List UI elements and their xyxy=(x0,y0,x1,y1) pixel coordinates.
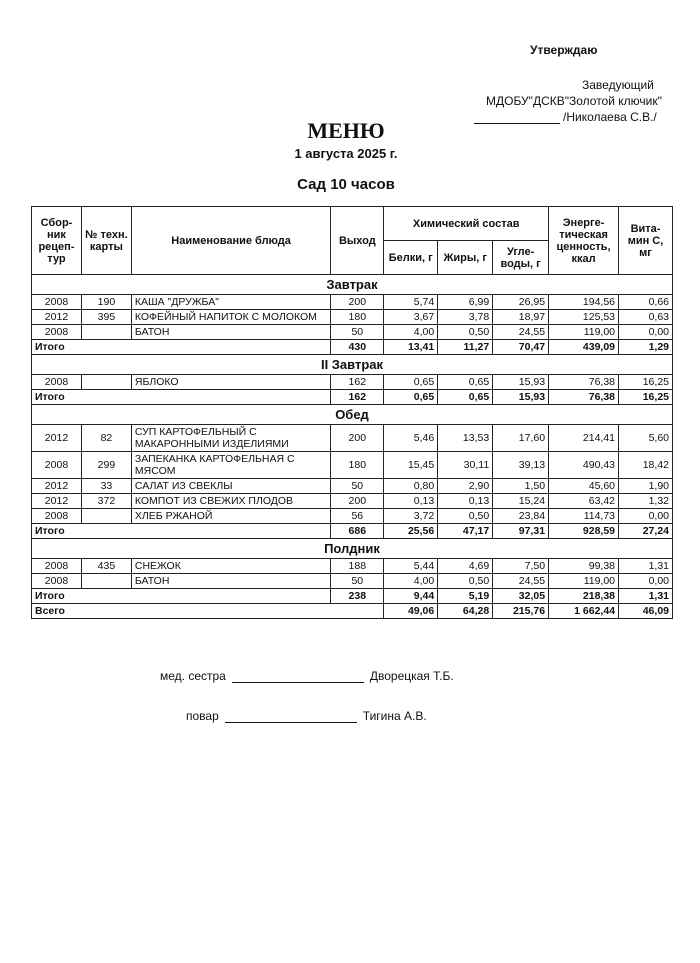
total-energy: 439,09 xyxy=(549,340,619,355)
cook-name: Тигина А.В. xyxy=(362,709,427,723)
section-title: Обед xyxy=(32,405,673,425)
total-output: 238 xyxy=(331,589,384,604)
cell-fats: 0,13 xyxy=(438,494,493,509)
total-fats: 11,27 xyxy=(438,340,493,355)
cell-proteins: 4,00 xyxy=(384,574,438,589)
cell-tech-card: 299 xyxy=(81,452,131,479)
total-label: Итого xyxy=(32,390,331,405)
cell-vitamin: 0,00 xyxy=(619,574,673,589)
col-collection: Сбор-ник рецеп-тур xyxy=(32,207,82,275)
cell-carbs: 23,84 xyxy=(493,509,549,524)
section-header-row xyxy=(32,405,673,425)
cell-collection: 2012 xyxy=(32,425,82,452)
cell-energy: 194,56 xyxy=(549,295,619,310)
cell-dish: ЗАПЕКАНКА КАРТОФЕЛЬНАЯ С МЯСОМ xyxy=(131,452,330,479)
total-vitamin: 27,24 xyxy=(619,524,673,539)
col-tech-card: № техн. карты xyxy=(81,207,131,275)
cell-fats: 3,78 xyxy=(438,310,493,325)
cell-energy: 490,43 xyxy=(549,452,619,479)
cell-collection: 2008 xyxy=(32,375,82,390)
cell-tech-card xyxy=(81,375,131,390)
total-proteins: 9,44 xyxy=(384,589,438,604)
cell-collection: 2008 xyxy=(32,509,82,524)
table-row xyxy=(32,295,673,310)
grand-total-carbs: 215,76 xyxy=(493,604,549,619)
cell-carbs: 24,55 xyxy=(493,325,549,340)
cell-tech-card: 435 xyxy=(81,559,131,574)
cell-dish: САЛАТ ИЗ СВЕКЛЫ xyxy=(131,479,330,494)
page-title: МЕНЮ xyxy=(307,118,385,143)
approve-label: Утверждаю xyxy=(530,43,598,57)
cell-output: 50 xyxy=(331,574,384,589)
menu-table xyxy=(31,206,673,619)
cell-proteins: 4,00 xyxy=(384,325,438,340)
col-vitamin: Вита-мин С, мг xyxy=(619,207,673,275)
cell-output: 200 xyxy=(331,494,384,509)
total-label: Итого xyxy=(32,524,331,539)
nurse-signature xyxy=(160,669,454,683)
table-row xyxy=(32,509,673,524)
total-energy: 76,38 xyxy=(549,390,619,405)
cell-dish: КАША "ДРУЖБА" xyxy=(131,295,330,310)
total-label: Итого xyxy=(32,340,331,355)
section-title: Завтрак xyxy=(32,275,673,295)
cell-collection: 2012 xyxy=(32,310,82,325)
cell-proteins: 5,74 xyxy=(384,295,438,310)
director-name: /Николаева С.В./ xyxy=(563,110,657,124)
cell-carbs: 26,95 xyxy=(493,295,549,310)
cell-carbs: 18,97 xyxy=(493,310,549,325)
grand-total-row xyxy=(32,604,673,619)
cell-carbs: 7,50 xyxy=(493,559,549,574)
cell-tech-card xyxy=(81,574,131,589)
total-row xyxy=(32,524,673,539)
cell-fats: 30,11 xyxy=(438,452,493,479)
cell-collection: 2012 xyxy=(32,479,82,494)
total-proteins: 13,41 xyxy=(384,340,438,355)
total-carbs: 97,31 xyxy=(493,524,549,539)
total-proteins: 0,65 xyxy=(384,390,438,405)
cell-dish: ЯБЛОКО xyxy=(131,375,330,390)
cell-energy: 214,41 xyxy=(549,425,619,452)
cell-vitamin: 1,31 xyxy=(619,559,673,574)
total-energy: 218,38 xyxy=(549,589,619,604)
cell-carbs: 39,13 xyxy=(493,452,549,479)
total-carbs: 70,47 xyxy=(493,340,549,355)
total-fats: 47,17 xyxy=(438,524,493,539)
cell-output: 50 xyxy=(331,479,384,494)
table-row xyxy=(32,574,673,589)
section-header-row xyxy=(32,275,673,295)
total-proteins: 25,56 xyxy=(384,524,438,539)
cell-proteins: 0,65 xyxy=(384,375,438,390)
col-proteins: Белки, г xyxy=(384,241,438,275)
cell-carbs: 17,60 xyxy=(493,425,549,452)
total-vitamin: 16,25 xyxy=(619,390,673,405)
cell-output: 50 xyxy=(331,325,384,340)
cell-fats: 6,99 xyxy=(438,295,493,310)
cell-fats: 13,53 xyxy=(438,425,493,452)
total-vitamin: 1,31 xyxy=(619,589,673,604)
cell-collection: 2008 xyxy=(32,559,82,574)
cell-energy: 119,00 xyxy=(549,325,619,340)
total-row xyxy=(32,390,673,405)
cell-vitamin: 16,25 xyxy=(619,375,673,390)
cell-output: 180 xyxy=(331,452,384,479)
cell-dish: БАТОН xyxy=(131,325,330,340)
cell-collection: 2008 xyxy=(32,295,82,310)
cell-dish: КОФЕЙНЫЙ НАПИТОК С МОЛОКОМ xyxy=(131,310,330,325)
col-dish-name: Наименование блюда xyxy=(131,207,330,275)
cell-carbs: 1,50 xyxy=(493,479,549,494)
total-row xyxy=(32,589,673,604)
cell-energy: 99,38 xyxy=(549,559,619,574)
cell-tech-card xyxy=(81,509,131,524)
cell-dish: КОМПОТ ИЗ СВЕЖИХ ПЛОДОВ xyxy=(131,494,330,509)
cell-vitamin: 0,00 xyxy=(619,509,673,524)
cell-vitamin: 1,90 xyxy=(619,479,673,494)
cook-signature xyxy=(186,709,427,723)
cell-proteins: 15,45 xyxy=(384,452,438,479)
total-label: Итого xyxy=(32,589,331,604)
table-row xyxy=(32,425,673,452)
cell-collection: 2012 xyxy=(32,494,82,509)
table-row xyxy=(32,559,673,574)
total-fats: 5,19 xyxy=(438,589,493,604)
cell-output: 56 xyxy=(331,509,384,524)
cell-collection: 2008 xyxy=(32,325,82,340)
table-row xyxy=(32,310,673,325)
menu-date: 1 августа 2025 г. xyxy=(294,146,398,161)
cell-energy: 119,00 xyxy=(549,574,619,589)
cell-fats: 4,69 xyxy=(438,559,493,574)
cell-proteins: 5,46 xyxy=(384,425,438,452)
cell-vitamin: 0,66 xyxy=(619,295,673,310)
grand-total-proteins: 49,06 xyxy=(384,604,438,619)
total-output: 686 xyxy=(331,524,384,539)
cell-dish: СНЕЖОК xyxy=(131,559,330,574)
total-output: 162 xyxy=(331,390,384,405)
total-energy: 928,59 xyxy=(549,524,619,539)
group-label: Сад 10 часов xyxy=(297,176,395,193)
col-output: Выход xyxy=(331,207,384,275)
cell-energy: 114,73 xyxy=(549,509,619,524)
cell-carbs: 15,24 xyxy=(493,494,549,509)
section-header-row xyxy=(32,539,673,559)
total-carbs: 15,93 xyxy=(493,390,549,405)
organization-name: МДОБУ"ДСКВ"Золотой ключик" xyxy=(486,94,662,108)
cell-proteins: 3,67 xyxy=(384,310,438,325)
total-carbs: 32,05 xyxy=(493,589,549,604)
grand-total-fats: 64,28 xyxy=(438,604,493,619)
col-chem: Химический состав xyxy=(384,207,549,241)
cell-vitamin: 1,32 xyxy=(619,494,673,509)
cell-fats: 0,50 xyxy=(438,574,493,589)
cell-fats: 0,50 xyxy=(438,509,493,524)
cell-dish: СУП КАРТОФЕЛЬНЫЙ С МАКАРОННЫМИ ИЗДЕЛИЯМИ xyxy=(131,425,330,452)
cell-fats: 0,65 xyxy=(438,375,493,390)
cell-proteins: 0,13 xyxy=(384,494,438,509)
table-row xyxy=(32,375,673,390)
cell-output: 200 xyxy=(331,425,384,452)
cook-label: повар xyxy=(186,709,219,723)
cell-energy: 125,53 xyxy=(549,310,619,325)
total-vitamin: 1,29 xyxy=(619,340,673,355)
grand-total-vitamin: 46,09 xyxy=(619,604,673,619)
table-row xyxy=(32,452,673,479)
section-title: Полдник xyxy=(32,539,673,559)
total-fats: 0,65 xyxy=(438,390,493,405)
section-header-row xyxy=(32,355,673,375)
cell-vitamin: 0,63 xyxy=(619,310,673,325)
cell-output: 162 xyxy=(331,375,384,390)
cell-tech-card: 82 xyxy=(81,425,131,452)
cell-proteins: 3,72 xyxy=(384,509,438,524)
cell-output: 188 xyxy=(331,559,384,574)
cell-carbs: 15,93 xyxy=(493,375,549,390)
total-output: 430 xyxy=(331,340,384,355)
cell-vitamin: 18,42 xyxy=(619,452,673,479)
cell-dish: ХЛЕБ РЖАНОЙ xyxy=(131,509,330,524)
cell-carbs: 24,55 xyxy=(493,574,549,589)
nurse-signature-line xyxy=(232,670,364,683)
nurse-label: мед. сестра xyxy=(160,669,226,683)
table-row xyxy=(32,325,673,340)
cook-signature-line xyxy=(225,710,357,723)
cell-output: 180 xyxy=(331,310,384,325)
cell-tech-card: 372 xyxy=(81,494,131,509)
cell-tech-card: 395 xyxy=(81,310,131,325)
cell-proteins: 5,44 xyxy=(384,559,438,574)
col-carbs: Угле-воды, г xyxy=(493,241,549,275)
cell-dish: БАТОН xyxy=(131,574,330,589)
cell-energy: 45,60 xyxy=(549,479,619,494)
cell-proteins: 0,80 xyxy=(384,479,438,494)
menu-body xyxy=(32,275,673,619)
cell-energy: 63,42 xyxy=(549,494,619,509)
table-row xyxy=(32,494,673,509)
cell-energy: 76,38 xyxy=(549,375,619,390)
position-label: Заведующий xyxy=(582,78,654,92)
col-fats: Жиры, г xyxy=(438,241,493,275)
cell-tech-card: 190 xyxy=(81,295,131,310)
cell-vitamin: 5,60 xyxy=(619,425,673,452)
cell-fats: 2,90 xyxy=(438,479,493,494)
col-energy: Энерге-тическая ценность, ккал xyxy=(549,207,619,275)
cell-collection: 2008 xyxy=(32,574,82,589)
cell-tech-card: 33 xyxy=(81,479,131,494)
table-row xyxy=(32,479,673,494)
cell-vitamin: 0,00 xyxy=(619,325,673,340)
cell-collection: 2008 xyxy=(32,452,82,479)
grand-total-energy: 1 662,44 xyxy=(549,604,619,619)
cell-output: 200 xyxy=(331,295,384,310)
cell-fats: 0,50 xyxy=(438,325,493,340)
grand-total-label: Всего xyxy=(32,604,384,619)
total-row xyxy=(32,340,673,355)
section-title: II Завтрак xyxy=(32,355,673,375)
nurse-name: Дворецкая Т.Б. xyxy=(369,669,454,683)
cell-tech-card xyxy=(81,325,131,340)
